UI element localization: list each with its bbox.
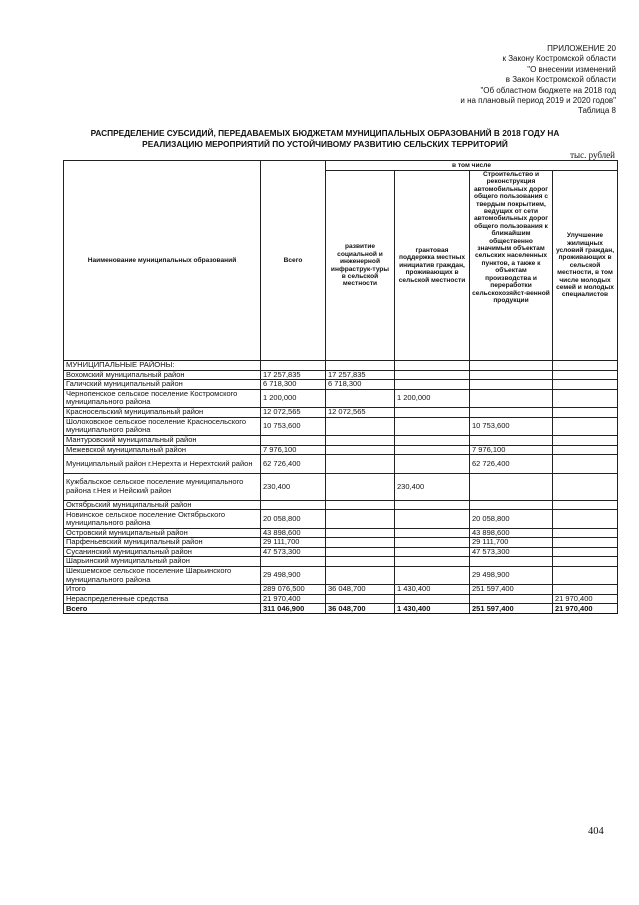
cell-grants	[395, 557, 470, 567]
cell-roads	[470, 500, 553, 510]
cell-roads: 47 573,300	[470, 547, 553, 557]
cell-name: Чернопенское сельское поселение Костромского муниципального района	[64, 389, 261, 407]
table-row	[64, 408, 618, 418]
cell-empty	[326, 361, 395, 371]
header-line: Таблица 8	[577, 106, 616, 116]
cell-infrastructure	[326, 528, 395, 538]
header-group: в том числе	[326, 161, 618, 171]
cell-infrastructure: 36 048,700	[326, 585, 395, 595]
header-line: к Закону Костромской области	[502, 54, 616, 64]
cell-name: Сусанинский муниципальный район	[64, 547, 261, 557]
cell-infrastructure	[326, 566, 395, 584]
cell-housing: 21 970,400	[553, 604, 618, 614]
cell-name: Шарьинский муниципальный район	[64, 557, 261, 567]
cell-name: Нераспределенные средства	[64, 594, 261, 604]
cell-total: 289 076,500	[261, 585, 326, 595]
table-row	[64, 566, 618, 584]
cell-roads: 251 597,400	[470, 604, 553, 614]
cell-infrastructure	[326, 417, 395, 435]
cell-name: Межевской муниципальный район	[64, 445, 261, 455]
cell-grants	[395, 380, 470, 390]
cell-grants: 1 430,400	[395, 604, 470, 614]
cell-grants	[395, 417, 470, 435]
header-col-housing: Улучшение жилищных условий граждан, проживающих в сельской местности, в том числе молодых семей и молодых специалистов	[553, 171, 618, 361]
cell-roads: 62 726,400	[470, 455, 553, 473]
cell-grants	[395, 528, 470, 538]
cell-total: 10 753,600	[261, 417, 326, 435]
cell-total: 20 058,800	[261, 510, 326, 528]
cell-total	[261, 557, 326, 567]
cell-grants: 1 200,000	[395, 389, 470, 407]
cell-total	[261, 436, 326, 446]
cell-total: 6 718,300	[261, 380, 326, 390]
cell-infrastructure	[326, 473, 395, 500]
table-row	[64, 380, 618, 390]
cell-housing	[553, 473, 618, 500]
cell-name: Мантуровский муниципальный район	[64, 436, 261, 446]
cell-grants	[395, 370, 470, 380]
cell-housing	[553, 445, 618, 455]
cell-total: 29 111,700	[261, 538, 326, 548]
page-number: 404	[588, 826, 604, 837]
cell-total: 17 257,835	[261, 370, 326, 380]
cell-name: Галичский муниципальный район	[64, 380, 261, 390]
cell-housing	[553, 370, 618, 380]
cell-housing	[553, 510, 618, 528]
cell-infrastructure	[326, 538, 395, 548]
cell-grants	[395, 455, 470, 473]
table-row	[64, 455, 618, 473]
cell-name: Новинское сельское поселение Октябрьского муниципального района	[64, 510, 261, 528]
cell-housing	[553, 557, 618, 567]
title-line-2: РЕАЛИЗАЦИЮ МЕРОПРИЯТИЙ ПО УСТОЙЧИВОМУ РАЗВИТИЮ СЕЛЬСКИХ ТЕРРИТОРИЙ	[142, 138, 508, 149]
cell-name: Шекшемское сельское поселение Шарьинского муниципального района	[64, 566, 261, 584]
cell-empty	[261, 361, 326, 371]
subtotal-row	[64, 585, 618, 595]
cell-empty	[470, 361, 553, 371]
cell-housing	[553, 585, 618, 595]
cell-grants	[395, 547, 470, 557]
cell-name: Октябрьский муниципальный район	[64, 500, 261, 510]
cell-roads	[470, 380, 553, 390]
cell-roads: 43 898,600	[470, 528, 553, 538]
header-line: "Об областном бюджете на 2018 год	[480, 85, 616, 95]
cell-infrastructure: 36 048,700	[326, 604, 395, 614]
cell-infrastructure	[326, 510, 395, 528]
cell-infrastructure	[326, 445, 395, 455]
cell-infrastructure	[326, 455, 395, 473]
cell-total: 230,400	[261, 473, 326, 500]
cell-roads	[470, 370, 553, 380]
unallocated-row	[64, 594, 618, 604]
cell-name: Шолоховское сельское поселение Красносельского муниципального района	[64, 417, 261, 435]
cell-roads: 20 058,800	[470, 510, 553, 528]
cell-total: 311 046,900	[261, 604, 326, 614]
cell-total: 7 976,100	[261, 445, 326, 455]
table-row	[64, 473, 618, 500]
cell-grants	[395, 510, 470, 528]
cell-infrastructure	[326, 557, 395, 567]
header-col-infrastructure: развитие социальной и инженерной инфраструк-туры в сельской местности	[326, 171, 395, 361]
table-row	[64, 538, 618, 548]
cell-roads: 10 753,600	[470, 417, 553, 435]
cell-total: 21 970,400	[261, 594, 326, 604]
cell-total: 29 498,900	[261, 566, 326, 584]
cell-roads	[470, 594, 553, 604]
cell-housing	[553, 538, 618, 548]
cell-housing	[553, 417, 618, 435]
table-row	[64, 547, 618, 557]
cell-grants: 1 430,400	[395, 585, 470, 595]
cell-total: 47 573,300	[261, 547, 326, 557]
header-name: Наименование муниципальных образований	[64, 161, 261, 361]
cell-infrastructure	[326, 500, 395, 510]
cell-name: Всего	[64, 604, 261, 614]
cell-housing	[553, 436, 618, 446]
cell-infrastructure	[326, 389, 395, 407]
cell-roads	[470, 408, 553, 418]
cell-roads	[470, 557, 553, 567]
header-line: и на плановый период 2019 и 2020 годов"	[460, 96, 616, 106]
cell-roads: 29 111,700	[470, 538, 553, 548]
cell-infrastructure: 6 718,300	[326, 380, 395, 390]
table-row	[64, 445, 618, 455]
header-line: в Закон Костромской области	[505, 75, 616, 85]
cell-housing	[553, 380, 618, 390]
cell-total: 43 898,600	[261, 528, 326, 538]
cell-roads: 251 597,400	[470, 585, 553, 595]
table-row	[64, 389, 618, 407]
cell-name: Парфеньевский муниципальный район	[64, 538, 261, 548]
table-row	[64, 557, 618, 567]
cell-roads: 7 976,100	[470, 445, 553, 455]
title-line-1: РАСПРЕДЕЛЕНИЕ СУБСИДИЙ, ПЕРЕДАВАЕМЫХ БЮДЖЕТАМ МУНИЦИПАЛЬНЫХ ОБРАЗОВАНИЙ В 2018 ГОДУ НА	[90, 128, 560, 138]
cell-grants	[395, 445, 470, 455]
cell-housing: 21 970,400	[553, 594, 618, 604]
cell-grants	[395, 566, 470, 584]
cell-grants	[395, 408, 470, 418]
cell-infrastructure	[326, 436, 395, 446]
cell-name: Вохомский муниципальный район	[64, 370, 261, 380]
cell-roads: 29 498,900	[470, 566, 553, 584]
cell-name: Итого	[64, 585, 261, 595]
cell-name: Островский муниципальный район	[64, 528, 261, 538]
cell-grants: 230,400	[395, 473, 470, 500]
cell-total	[261, 500, 326, 510]
header-col-roads: Строительство и реконструкция автомобильных дорог общего пользования с твердым покрытием, ведущих от сети автомобильных дорог общего пользования к ближайшим общественно значимым объектам сельских населенных пунктов, а также к объектам производства и переработки сельскохозяйст-венной продукции	[470, 171, 553, 361]
cell-grants	[395, 594, 470, 604]
cell-housing	[553, 500, 618, 510]
cell-total: 1 200,000	[261, 389, 326, 407]
cell-name: Красносельский муниципальный район	[64, 408, 261, 418]
document-header	[460, 44, 616, 117]
cell-grants	[395, 500, 470, 510]
table-row	[64, 510, 618, 528]
cell-infrastructure	[326, 547, 395, 557]
cell-roads	[470, 436, 553, 446]
cell-roads	[470, 473, 553, 500]
cell-empty	[553, 361, 618, 371]
cell-grants	[395, 436, 470, 446]
grand-total-row	[64, 604, 618, 614]
table-row	[64, 436, 618, 446]
table-row	[64, 417, 618, 435]
cell-name: Кужбальское сельское поселение муниципального района г.Нея и Нейский район	[64, 473, 261, 500]
cell-infrastructure: 12 072,565	[326, 408, 395, 418]
cell-empty	[395, 361, 470, 371]
header-line: "О внесении изменений	[527, 64, 616, 74]
cell-housing	[553, 547, 618, 557]
table-row	[64, 528, 618, 538]
cell-grants	[395, 538, 470, 548]
cell-infrastructure	[326, 594, 395, 604]
table-row	[64, 500, 618, 510]
header-col-grants: грантовая поддержка местных инициатив граждан, проживающих в сельской местности	[395, 171, 470, 361]
cell-infrastructure: 17 257,835	[326, 370, 395, 380]
cell-housing	[553, 455, 618, 473]
subsidy-table	[63, 160, 618, 614]
header-line: ПРИЛОЖЕНИЕ 20	[547, 44, 616, 53]
cell-total: 12 072,565	[261, 408, 326, 418]
cell-housing	[553, 528, 618, 538]
cell-total: 62 726,400	[261, 455, 326, 473]
table-row	[64, 370, 618, 380]
header-total: Всего	[261, 161, 326, 361]
cell-housing	[553, 408, 618, 418]
cell-roads	[470, 389, 553, 407]
cell-housing	[553, 389, 618, 407]
units-label: тыс. рублей	[570, 150, 615, 160]
cell-housing	[553, 566, 618, 584]
document-title	[60, 128, 590, 149]
section-label: МУНИЦИПАЛЬНЫЕ РАЙОНЫ:	[64, 361, 261, 371]
cell-name: Муниципальный район г.Нерехта и Нерехтский район	[64, 455, 261, 473]
